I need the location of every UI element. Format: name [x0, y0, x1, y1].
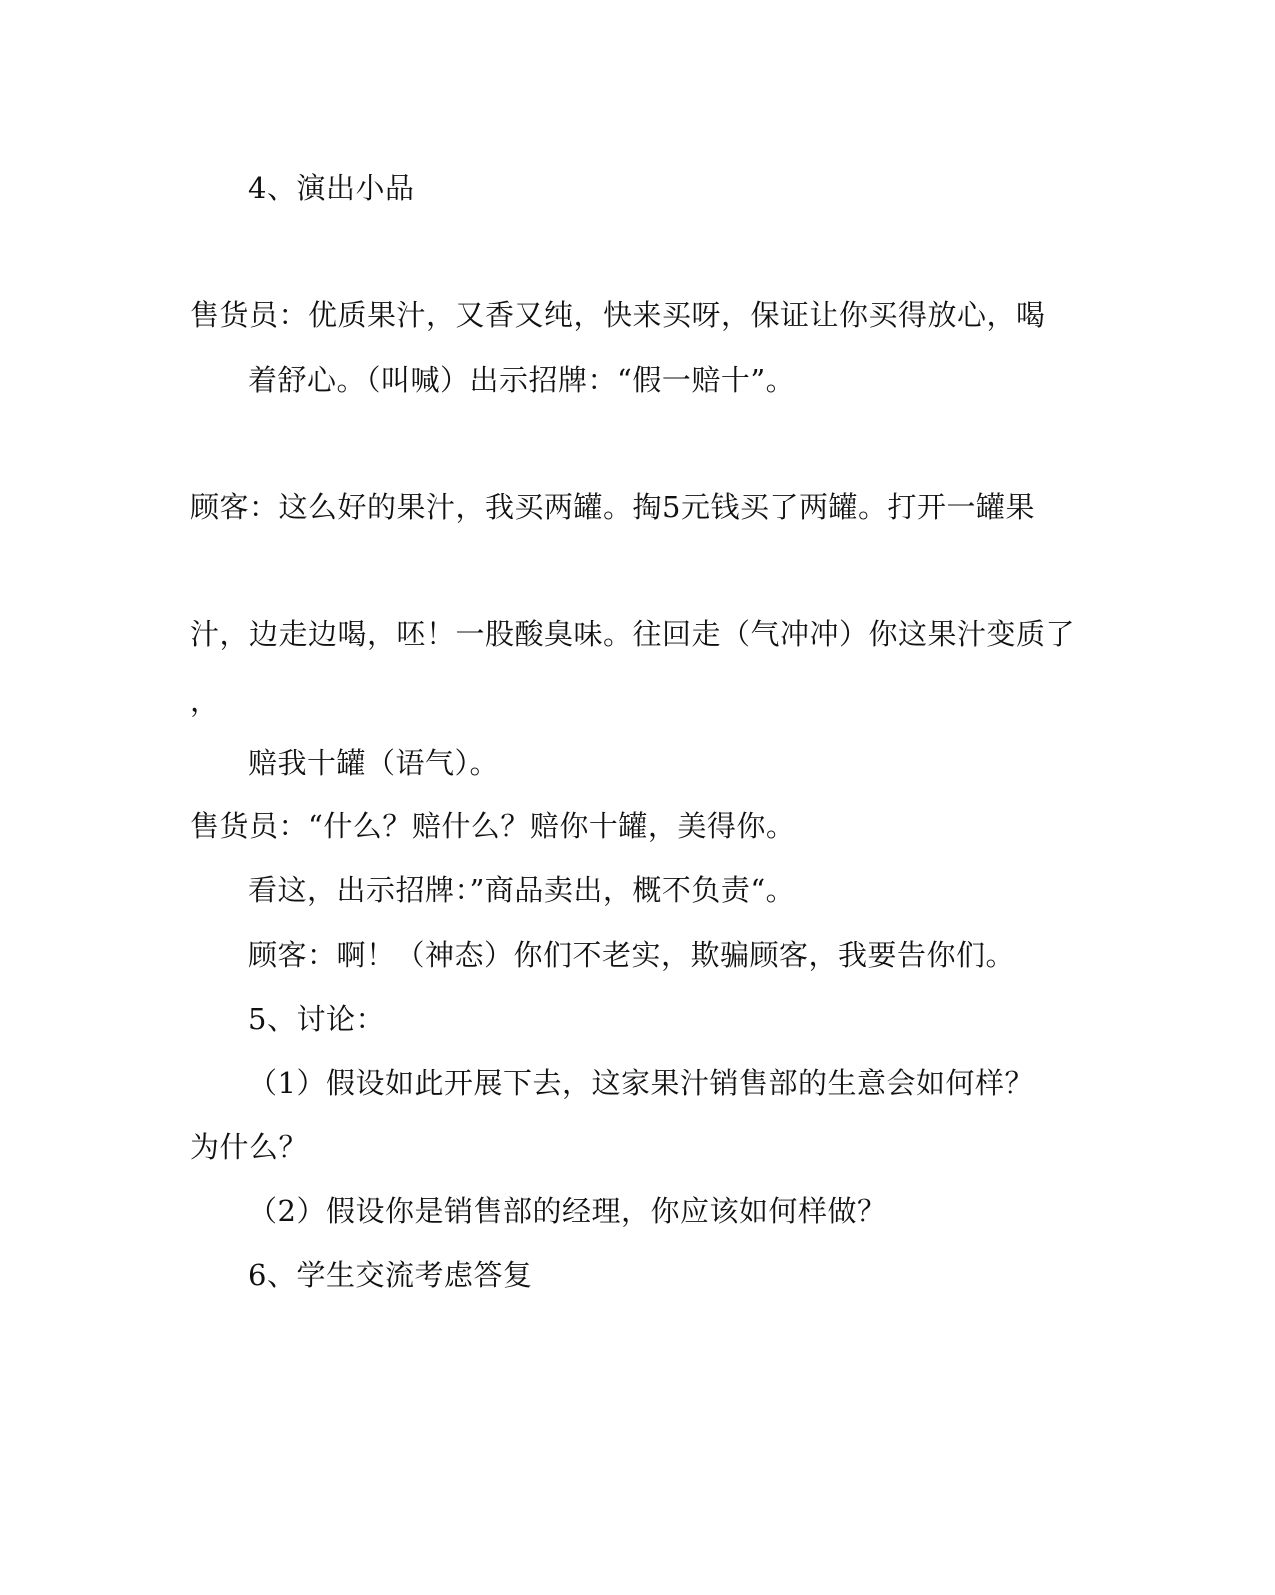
- discussion-question-2: （2）假设你是销售部的经理，你应该如何样做？: [248, 1194, 887, 1228]
- dialogue-line-customer-1: 顾客：这么好的果汁，我买两罐。掏5元钱买了两罐。打开一罐果: [190, 490, 1035, 524]
- dialogue-line-salesperson-2: 售货员：“什么？赔什么？赔你十罐，美得你。: [190, 809, 796, 843]
- section-heading-6: 6、学生交流考虑答复: [248, 1258, 533, 1292]
- section-heading-4: 4、演出小品: [248, 171, 415, 205]
- discussion-question-1-cont: 为什么？: [190, 1130, 309, 1164]
- dialogue-line-customer-1-cont: 汁，边走边喝，呸！一股酸臭味。往回走（气冲冲）你这果汁变质了: [190, 617, 1076, 651]
- dialogue-line-stray-comma: ，: [190, 684, 220, 718]
- discussion-question-1: （1）假设如此开展下去，这家果汁销售部的生意会如何样？: [248, 1066, 1034, 1100]
- section-heading-5: 5、讨论：: [248, 1002, 385, 1036]
- dialogue-line-customer-1-end: 赔我十罐（语气）。: [248, 746, 500, 780]
- dialogue-line-salesperson-1: 售货员：优质果汁，又香又纯，快来买呀，保证让你买得放心，喝: [190, 298, 1046, 332]
- dialogue-line-salesperson-1-cont: 着舒心。（叫喊）出示招牌：“假一赔十”。: [248, 363, 796, 397]
- dialogue-line-salesperson-2-cont: 看这，出示招牌：”商品卖出，概不负责“。: [248, 873, 796, 907]
- dialogue-line-customer-2: 顾客：啊！（神态）你们不老实，欺骗顾客，我要告你们。: [248, 938, 1016, 972]
